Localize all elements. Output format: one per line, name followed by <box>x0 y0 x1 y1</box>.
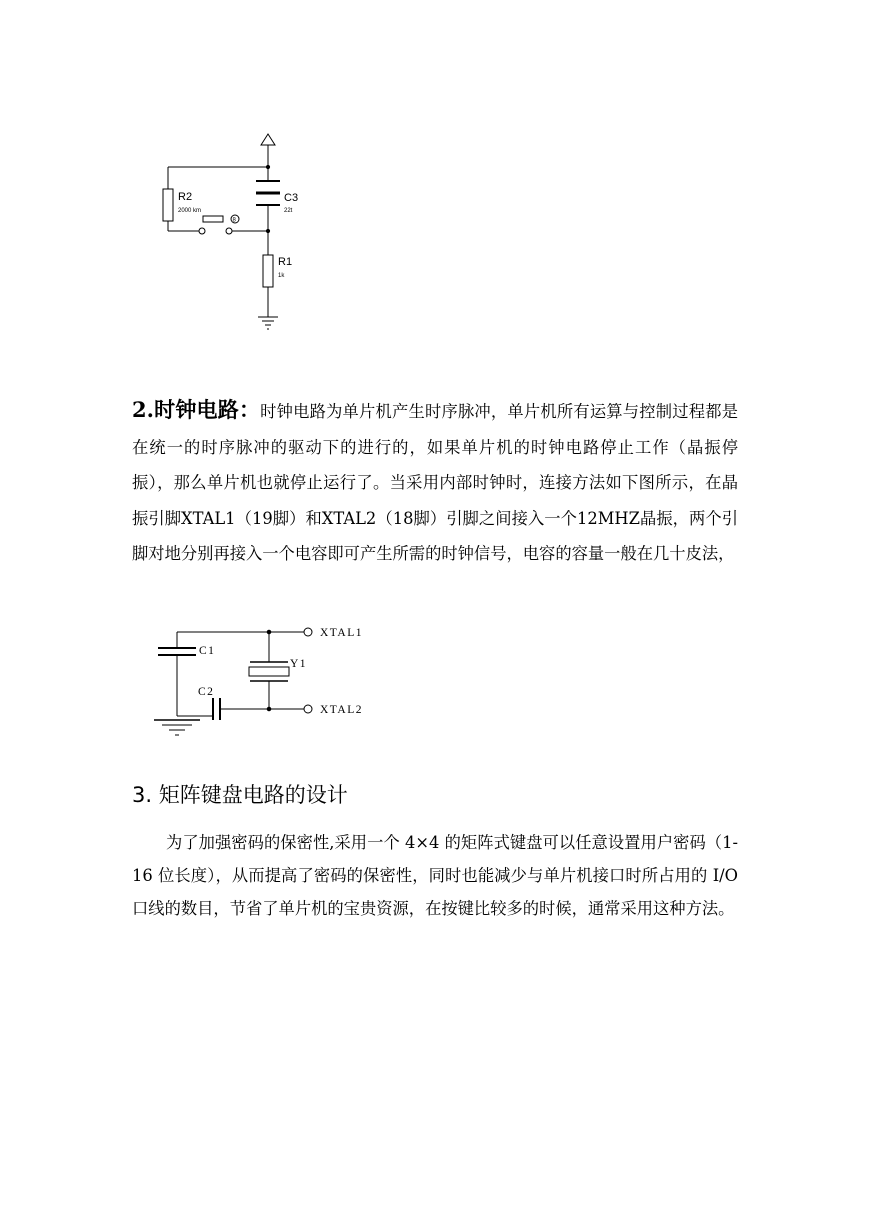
xtal2-terminal <box>304 705 312 713</box>
junction-dot <box>266 165 269 168</box>
r2-resistor <box>163 189 173 221</box>
reset-circuit-diagram <box>150 125 310 345</box>
r1-resistor <box>263 255 273 287</box>
keyboard-section-paragraph: 为了加强密码的保密性,采用一个 4×4 的矩阵式键盘可以任意设置用户密码（1-16 位长度），从而提高了密码的保密性，同时也能减少与单片机接口时所占用的 I/O 口线的数目，节省了单片机的宝贵资源，在按键比较多的时候，通常采用这种方法。 <box>132 833 738 918</box>
c2-name: C2 <box>198 686 215 698</box>
clock-section-heading: 2.时钟电路 <box>132 397 239 422</box>
y1-name: Y1 <box>290 658 308 670</box>
r1-name: R1 <box>278 256 293 268</box>
clock-circuit-diagram <box>150 620 390 745</box>
switch-contact-left <box>199 228 205 234</box>
crystal-body <box>249 667 289 676</box>
switch-contact-right <box>226 228 232 234</box>
clock-section-body: 时钟电路为单片机产生时序脉冲，单片机所有运算与控制过程都是在统一的时序脉冲的驱动下的进行的，如果单片机的时钟电路停止工作（晶振停振），那么单片机也就停止运行了。当采用内部时钟时，连接方法如下图所示，在晶振引脚XTAL1（19脚）和XTAL2（18脚）引脚之间接入一个12MHZ晶振，两个引脚对地分别再接入一个电容即可产生所需的时钟信号，电容的容量一般在几十皮法， <box>132 402 738 563</box>
junction-dot <box>266 229 269 232</box>
vcc-arrow-icon <box>261 134 275 145</box>
switch-button <box>203 216 223 222</box>
r2-value: 2000 km <box>178 208 202 214</box>
xtal1-terminal <box>304 628 312 636</box>
switch-mark: 8 <box>232 217 236 224</box>
clock-circuit-paragraph <box>132 392 738 572</box>
c3-name: C3 <box>284 192 299 204</box>
xtal1-label: XTAL1 <box>320 627 363 639</box>
c1-name: C1 <box>199 645 216 657</box>
xtal2-label: XTAL2 <box>320 704 363 716</box>
heading-colon: ： <box>238 397 261 422</box>
keyboard-section-heading: 3. 矩阵键盘电路的设计 <box>132 783 348 807</box>
r2-name: R2 <box>178 191 193 203</box>
r1-value: 1k <box>278 273 285 279</box>
c3-value: 22t <box>284 208 293 214</box>
